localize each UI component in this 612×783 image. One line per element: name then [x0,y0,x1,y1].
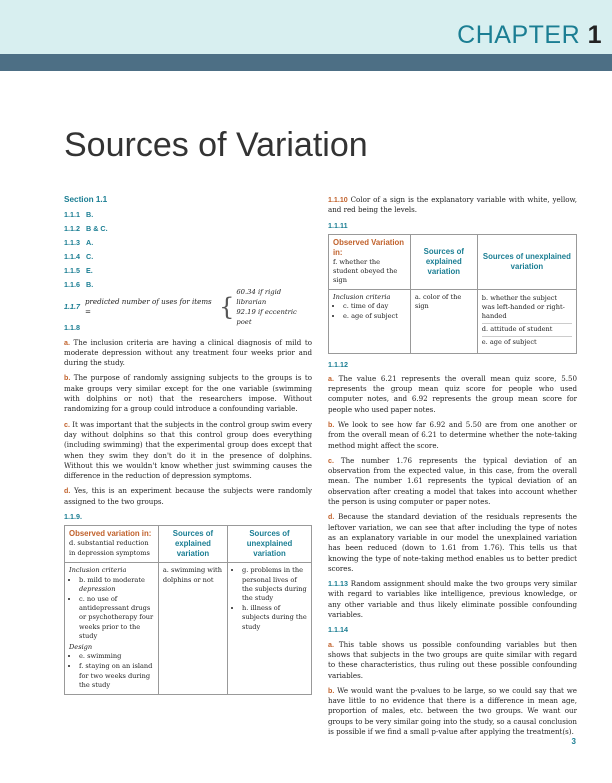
question-number: 1.1.7 [64,302,80,312]
answer-line [64,238,312,252]
answer-line [64,266,312,280]
inclusion-label: Inclusion criteria [69,566,127,575]
answer-paragraph [328,420,577,451]
part-text: Random assignment should make the two groups very similar with regard to variables like intelligence, previous knowledge, or any other variable and thus likely eliminate possible confounding variables. [328,579,577,620]
unexplained-heading: Sources of unexplained variation [477,234,576,289]
observed-text: f. whether the student obeyed the sign [333,257,398,285]
part-text: Color of a sign is the explanatory variable with white, yellow, and red being the levels. [328,195,577,215]
equation-case: 92.19 if eccentric poet [236,308,297,327]
question-number: 1.1.8 [64,323,80,333]
chapter-number: 1 [587,21,602,49]
inclusion-list [333,302,406,321]
part-text: Yes, this is an experiment because the subjects were randomly assigned to the two groups. [64,486,312,506]
list-item: • e. swimming [79,652,154,661]
unexplained-list [232,566,307,631]
answer-number: 1.1.3 [64,238,80,248]
part-text: The inclusion criteria are having a clinical diagnosis of mild to moderate depression without any treatment four weeks prior and during the study. [64,337,312,368]
list-item: • f. staying on an island for two weeks during the study [79,662,154,690]
part-text: Because the standard deviation of the residuals represents the leftover variation, we can see that after including the type of notes as an explanatory variable in our model the unexplained variation has been reduced (down to 1.61 from 1.76). This tells us that knowing the type of note-taking method enables us to better predict scores. [328,512,577,573]
answer-line [64,252,312,266]
explained-heading: Sources of explained variation [158,526,227,563]
list-item [79,576,154,594]
chapter-heading [457,21,602,50]
part-label: d. [64,487,71,496]
table-cell: a. swimming with dolphins or not [158,563,227,695]
part-label: b. [328,686,335,695]
part-label: c. [328,456,334,465]
header-rule [0,54,612,71]
part-text: The number 1.76 represents the typical deviation of an observation from the expected value, in this case, from the overall mean. The number 1.61 represents the typical deviation of an observation after creating a model that takes into account whether the person is using computer or paper notes. [328,455,577,507]
answer-value: E. [86,266,93,276]
table-header-cell [329,234,411,289]
page-number: 3 [571,737,576,746]
list-item-text: b. mild to moderate [79,575,145,584]
answer-line [64,210,312,224]
inclusion-label: Inclusion criteria [333,292,391,301]
table-cell [477,289,576,353]
answer-number: 1.1.6 [64,280,80,290]
answer-value: B. [86,280,94,290]
observed-heading: Observed variation in: [69,529,152,539]
answer-number: 1.1.4 [64,252,80,262]
observed-heading: Observed Variation in: [333,237,405,257]
equation-case: 60.34 if rigid librarian [236,288,282,307]
answer-paragraph [64,420,312,482]
equation-117 [64,288,312,327]
equation-lhs: predicted number of uses for items = [85,297,212,317]
question-number: 1.1.12 [328,359,348,369]
list-item: • c. no use of antidepressant drugs or psychotherapy four weeks prior to the study [79,595,154,641]
question-number: 1.1.11 [328,220,348,230]
table-cell [329,289,411,353]
list-item: • c. time of day [343,302,406,311]
chapter-word: CHAPTER [457,21,581,49]
part-text: It was important that the subjects in the control group swim every day without dolphins so that this control group does everything (including swimming) that the experimental group does except that when they swim they don't do it in the presence of dolphins. Without this we wouldn't know whether just swimming causes the difference in the reduction of depression symptoms. [64,419,312,481]
list-item: • e. age of subject [343,312,406,321]
part-label: a. [64,338,70,347]
table-cell [65,563,159,695]
brace-symbol: { [219,293,235,322]
answer-value: B & C. [86,224,108,234]
list-item: • h. illness of subjects during the study [242,604,307,632]
list-item: b. whether the subject was left-handed or right-handed [482,293,572,325]
answer-value: B. [86,210,94,220]
part-text: The value 6.21 represents the overall mean quiz score, 5.50 represents the group mean quiz score for people who used computer notes, and 6.92 represents the group mean score for people who used paper notes. [328,373,577,414]
list-item: d. attitude of student [482,324,572,337]
answer-paragraph [64,338,312,369]
right-column [328,195,577,742]
table-cell: a. color of the sign [410,289,477,353]
table-cell [228,563,312,695]
unexplained-heading: Sources of unexplained variation [228,526,312,563]
explained-heading: Sources of explained variation [410,234,477,289]
variation-table-119 [64,525,312,695]
design-label: Design [69,642,93,651]
answer-paragraph [328,456,577,507]
part-text: We would want the p-values to be large, so we could say that we have little to no evidence that there is a difference in mean age, proportion of males, etc. between the two groups. We want our groups to be very similar going into the study, so a causal conclusion is possible if we find a small p-value after applying the treatment(s). [328,685,577,737]
inclusion-list [69,576,154,641]
variation-table-1111 [328,234,577,354]
part-text: The purpose of randomly assigning subjects to the groups is to make groups very similar except for the one variable (swimming with dolphins or not) that the researchers impose. Without randomizing for a group could introduce a confounding variable. [64,373,312,414]
question-number: 1.1.14 [328,625,348,635]
list-item: e. age of subject [481,338,537,347]
answer-paragraph [64,373,312,414]
answer-paragraph [328,374,577,415]
table-header-cell [65,526,159,563]
answer-number: 1.1.5 [64,266,80,276]
answer-paragraph [328,686,577,737]
question-number: 1.1.10 [328,196,348,204]
part-label: a. [328,640,334,649]
part-label: d. [328,513,335,522]
design-list [69,652,154,690]
answer-paragraph [328,195,577,216]
observed-text: d. substantial reduction in depression symptoms [69,539,150,557]
answer-line [64,224,312,238]
answer-value: A. [86,238,94,248]
question-number: 1.1.13 [328,579,348,589]
answer-paragraph [328,579,577,620]
answer-number: 1.1.2 [64,224,80,234]
part-label: b. [328,421,335,429]
list-item: • g. problems in the personal lives of the subjects during the study [242,566,307,603]
answer-paragraph [64,486,312,507]
part-text: This table shows us possible confounding variables but then shows that subjects in the two groups are quite similar with regard to these characteristics, thus ruling out these possible confounding variables. [328,639,577,680]
part-label: b. [64,374,71,383]
answer-value: C. [86,252,94,262]
equation-cases [236,287,312,327]
section-label: Section 1.1 [64,195,108,204]
answer-number: 1.1.1 [64,210,80,220]
page-title: Sources of Variation [64,125,368,164]
answer-paragraph [328,512,577,574]
part-label: c. [64,420,70,429]
question-number: 1.1.9. [64,512,82,522]
answer-paragraph [328,640,577,681]
left-column [64,195,312,701]
list-item-text: depression [79,584,116,593]
part-text: We look to see how far 6.92 and 5.50 are from one another or from the overall mean of 6.21 to determine whether the note-taking method might affect the score. [328,420,577,450]
part-label: a. [328,374,334,383]
